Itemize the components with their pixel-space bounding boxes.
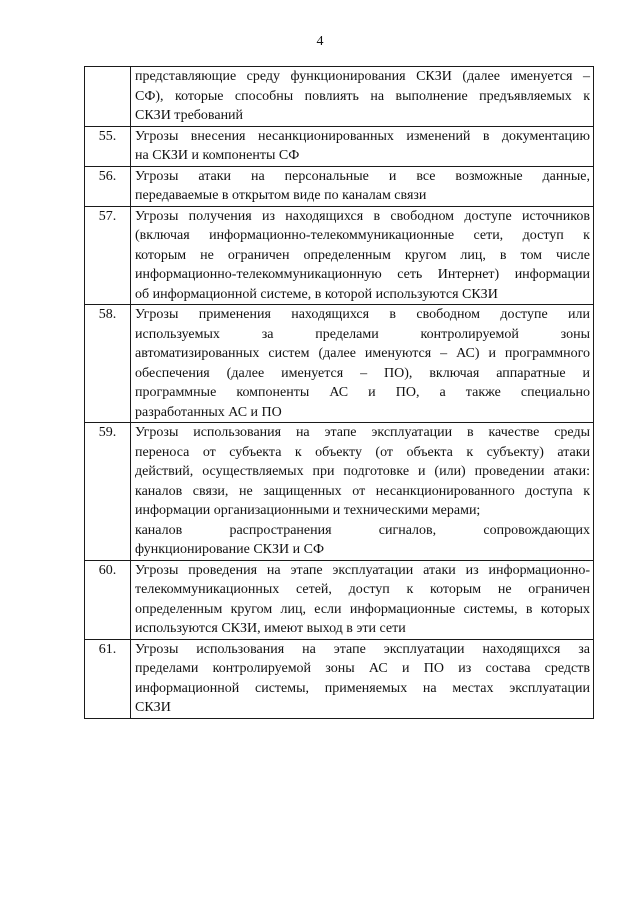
row-number: 61. xyxy=(85,639,131,718)
threat-description xyxy=(131,67,594,127)
row-number: 58. xyxy=(85,305,131,423)
table-row xyxy=(85,206,594,305)
threat-description xyxy=(131,206,594,305)
description-line: Угрозы использования на этапе эксплуатации в качестве среды xyxy=(135,425,590,440)
description-line: Угрозы проведения на этапе эксплуатации атаки из информационно- xyxy=(135,562,590,578)
threats-table xyxy=(84,66,594,719)
description-line: Угрозы использования на этапе эксплуатации находящихся за xyxy=(135,641,590,657)
table-row xyxy=(85,166,594,206)
description-line: СКЗИ xyxy=(135,700,171,715)
table-row xyxy=(85,305,594,423)
row-number xyxy=(85,67,131,127)
table-row xyxy=(85,423,594,561)
row-number: 55. xyxy=(85,126,131,166)
description-line: функционирование СКЗИ и СФ xyxy=(135,542,325,557)
description-line: используемых за пределами контролируемой зоны xyxy=(135,326,590,342)
table-row xyxy=(85,560,594,639)
description-line: информационной системы, применяемых на местах эксплуатации xyxy=(135,680,590,696)
description-line: которым не ограничен определенным кругом лиц, в том числе xyxy=(135,247,590,263)
page-number: 4 xyxy=(316,34,324,49)
description-line: пределами контролируемой зоны АС и ПО из состава средств xyxy=(135,661,590,676)
description-line: определенным кругом лиц, если информационные системы, в которых xyxy=(135,601,590,617)
description-line: на СКЗИ и компоненты СФ xyxy=(135,148,300,163)
description-line: переноса от субъекта к объекту (от объекта к субъекту) атаки xyxy=(135,444,590,460)
description-line: автоматизированных систем (далее именуются – АС) и программного xyxy=(135,346,590,361)
description-line: Угрозы применения находящихся в свободном доступе или xyxy=(135,307,590,322)
table-row xyxy=(85,639,594,718)
description-line: каналов связи, не защищенных от несанкционированного доступа к xyxy=(135,483,590,499)
table-row xyxy=(85,126,594,166)
description-line: обеспечения (далее именуется – ПО), включая аппаратные и xyxy=(135,365,590,381)
row-number: 56. xyxy=(85,166,131,206)
row-number: 57. xyxy=(85,206,131,305)
description-line: СФ), которые способны повлиять на выполнение предъявляемых к xyxy=(135,88,590,104)
description-line: Угрозы получения из находящихся в свободном доступе источников xyxy=(135,208,590,224)
description-line: об информационной системе, в которой используются СКЗИ xyxy=(135,286,498,302)
threat-description xyxy=(131,639,594,718)
description-line: используются СКЗИ, имеют выход в эти сети xyxy=(135,621,406,636)
threat-description xyxy=(131,305,594,423)
description-line: передаваемые в открытом виде по каналам связи xyxy=(135,188,427,203)
threat-description xyxy=(131,166,594,206)
description-line: телекоммуникационных сетей, доступ к которым не ограничен xyxy=(135,582,590,597)
row-number: 59. xyxy=(85,423,131,561)
description-line: представляющие среду функционирования СКЗИ (далее именуется – xyxy=(135,69,590,84)
threat-description xyxy=(131,423,594,561)
description-line: информации организационными и техническими мерами; xyxy=(135,503,481,518)
description-line: программные компоненты АС и ПО, а также специально xyxy=(135,385,590,400)
threat-description xyxy=(131,560,594,639)
description-line: информационно-телекоммуникационную сеть Интернет) информации xyxy=(135,267,590,282)
description-line: Угрозы внесения несанкционированных изменений в документацию xyxy=(135,128,590,144)
threat-description xyxy=(131,126,594,166)
threats-table-body xyxy=(85,67,594,719)
description-line: Угрозы атаки на персональные и все возможные данные, xyxy=(135,168,590,184)
description-line: (включая информационно-телекоммуникационные сети, доступ к xyxy=(135,228,590,243)
description-line: действий, осуществляемых при подготовке и (или) проведении атаки: xyxy=(135,464,590,479)
description-line: СКЗИ требований xyxy=(135,108,244,123)
description-line: разработанных АС и ПО xyxy=(135,404,282,420)
row-number: 60. xyxy=(85,560,131,639)
table-row xyxy=(85,67,594,127)
description-line: каналов распространения сигналов, сопровождающих xyxy=(135,522,590,538)
